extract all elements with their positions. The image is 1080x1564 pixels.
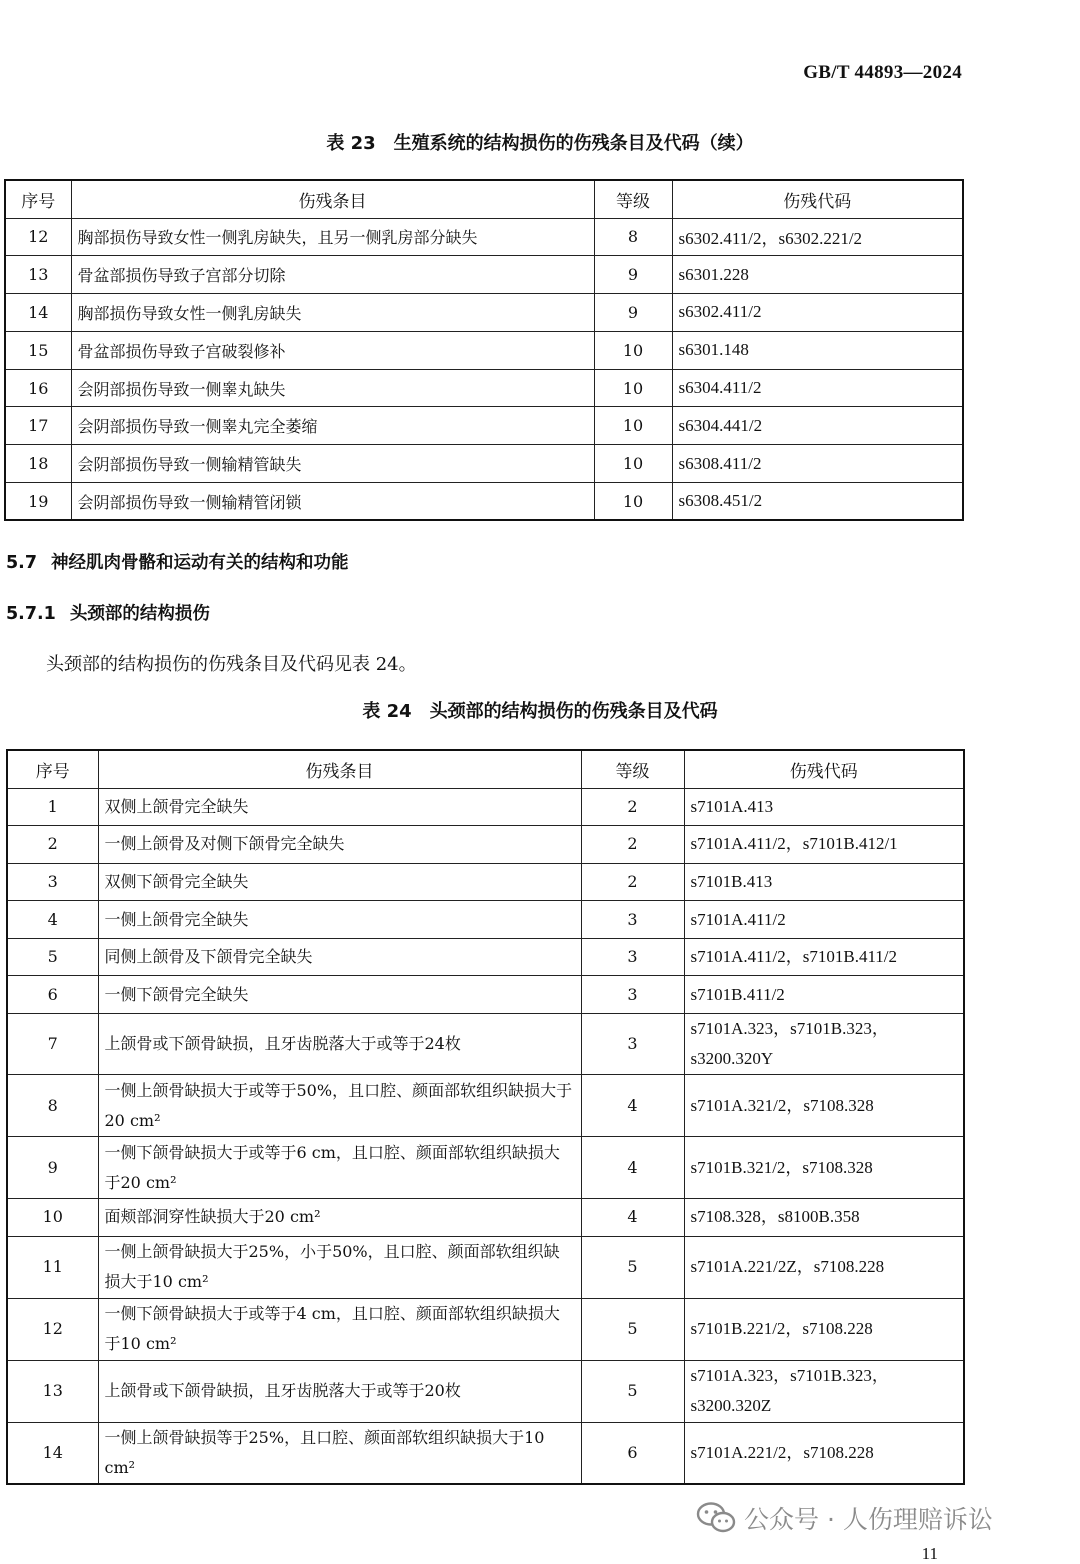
row-item: 一侧上颌骨完全缺失 [98,901,581,939]
row-code: s7101A.411/2，s7101B.411/2 [684,938,964,976]
table-row [7,1075,964,1137]
page-number: 11 [921,1544,938,1563]
row-code: s7101A.323，s7101B.323，s3200.320Z [684,1360,964,1422]
watermark-text: 公众号 · 人伤理赔诉讼 [744,1505,993,1534]
table-23-header-index: 序号 [5,180,71,218]
row-index: 16 [5,369,71,407]
row-grade: 5 [581,1298,684,1360]
table-row [5,256,963,294]
row-item: 会阴部损伤导致一侧输精管缺失 [71,445,594,483]
row-grade: 10 [594,407,672,445]
table-24-header-grade: 等级 [581,750,684,788]
table-row [5,331,963,369]
row-code: s6304.441/2 [672,407,963,445]
row-code: s7101A.413 [684,788,964,826]
watermark [696,1500,993,1536]
row-code: s7101B.321/2，s7108.328 [684,1137,964,1199]
row-item: 上颌骨或下颌骨缺损，且牙齿脱落大于或等于24枚 [98,1014,581,1075]
row-item: 上颌骨或下颌骨缺损，且牙齿脱落大于或等于20枚 [98,1360,581,1422]
section-title: 神经肌肉骨骼和运动有关的结构和功能 [51,553,349,573]
row-item: 面颊部洞穿性缺损大于20 cm² [98,1199,581,1237]
row-item: 会阴部损伤导致一侧输精管闭锁 [71,483,594,521]
row-item: 一侧上颌骨缺损大于25%，小于50%，且口腔、颜面部软组织缺损大于10 cm² [98,1236,581,1298]
row-code: s7108.328，s8100B.358 [684,1199,964,1237]
row-index: 19 [5,483,71,521]
row-item: 双侧下颌骨完全缺失 [98,863,581,901]
section-5-7-heading [6,549,349,574]
row-code: s7101A.411/2，s7101B.412/1 [684,826,964,864]
table-23-header-grade: 等级 [594,180,672,218]
row-code: s7101A.323，s7101B.323，s3200.320Y [684,1014,964,1075]
row-grade: 5 [581,1360,684,1422]
row-code: s7101A.321/2，s7108.328 [684,1075,964,1137]
row-grade: 9 [594,294,672,332]
row-grade: 3 [581,1014,684,1075]
table-24-header-index: 序号 [7,750,98,788]
row-code: s7101A.411/2 [684,901,964,939]
row-item: 会阴部损伤导致一侧睾丸缺失 [71,369,594,407]
row-index: 4 [7,901,98,939]
row-index: 13 [7,1360,98,1422]
row-grade: 5 [581,1236,684,1298]
table-row [7,976,964,1014]
wechat-icon [696,1501,736,1535]
row-item: 同侧上颌骨及下颌骨完全缺失 [98,938,581,976]
table-row [7,1014,964,1075]
row-index: 17 [5,407,71,445]
table-row [7,826,964,864]
section-number: 5.7.1 [6,604,56,624]
table-24-header-code: 伤残代码 [684,750,964,788]
row-index: 12 [5,218,71,256]
row-grade: 6 [581,1422,684,1484]
row-code: s6301.148 [672,331,963,369]
row-code: s7101A.221/2Z，s7108.228 [684,1236,964,1298]
row-grade: 3 [581,938,684,976]
row-item: 一侧下颌骨缺损大于或等于6 cm，且口腔、颜面部软组织缺损大于20 cm² [98,1137,581,1199]
row-index: 7 [7,1014,98,1075]
row-index: 6 [7,976,98,1014]
row-grade: 10 [594,369,672,407]
row-index: 3 [7,863,98,901]
row-grade: 9 [594,256,672,294]
table-row [7,1236,964,1298]
row-index: 1 [7,788,98,826]
row-code: s6308.411/2 [672,445,963,483]
table-row [7,901,964,939]
row-index: 14 [7,1422,98,1484]
row-grade: 3 [581,901,684,939]
row-code: s6302.411/2 [672,294,963,332]
row-index: 9 [7,1137,98,1199]
table-row [7,1422,964,1484]
row-code: s7101B.413 [684,863,964,901]
row-item: 一侧上颌骨及对侧下颌骨完全缺失 [98,826,581,864]
table-23-header-item: 伤残条目 [71,180,594,218]
row-item: 骨盆部损伤导致子宫部分切除 [71,256,594,294]
row-item: 胸部损伤导致女性一侧乳房缺失，且另一侧乳房部分缺失 [71,218,594,256]
row-code: s7101A.221/2，s7108.228 [684,1422,964,1484]
row-code: s6308.451/2 [672,483,963,521]
row-grade: 3 [581,976,684,1014]
row-index: 14 [5,294,71,332]
row-grade: 4 [581,1075,684,1137]
row-item: 一侧下颌骨缺损大于或等于4 cm，且口腔、颜面部软组织缺损大于10 cm² [98,1298,581,1360]
row-code: s6304.411/2 [672,369,963,407]
table-row [5,483,963,521]
row-item: 一侧上颌骨缺损大于或等于50%，且口腔、颜面部软组织缺损大于20 cm² [98,1075,581,1137]
row-item: 会阴部损伤导致一侧睾丸完全萎缩 [71,407,594,445]
table-row [5,407,963,445]
row-grade: 4 [581,1199,684,1237]
row-index: 8 [7,1075,98,1137]
row-index: 2 [7,826,98,864]
row-code: s7101B.411/2 [684,976,964,1014]
row-item: 胸部损伤导致女性一侧乳房缺失 [71,294,594,332]
row-index: 12 [7,1298,98,1360]
table-row [7,863,964,901]
body-paragraph: 头颈部的结构损伤的伤残条目及代码见表 24。 [46,654,417,675]
row-index: 10 [7,1199,98,1237]
table-row [7,1298,964,1360]
row-code: s7101B.221/2，s7108.228 [684,1298,964,1360]
table-24 [6,749,965,1485]
table-row [5,445,963,483]
row-grade: 4 [581,1137,684,1199]
row-grade: 8 [594,218,672,256]
standard-code: GB/T 44893—2024 [803,62,962,83]
table-row [5,369,963,407]
row-grade: 10 [594,483,672,521]
row-item: 双侧上颌骨完全缺失 [98,788,581,826]
table-row [7,788,964,826]
table-23-caption: 表 23 生殖系统的结构损伤的伤残条目及代码（续） [326,133,754,154]
row-index: 5 [7,938,98,976]
table-23 [4,179,964,521]
section-5-7-1-heading [6,600,210,625]
row-item: 一侧上颌骨缺损等于25%，且口腔、颜面部软组织缺损大于10 cm² [98,1422,581,1484]
table-row [7,938,964,976]
table-row [5,294,963,332]
table-24-header-item: 伤残条目 [98,750,581,788]
row-index: 15 [5,331,71,369]
table-row [7,1360,964,1422]
row-index: 11 [7,1236,98,1298]
table-24-caption: 表 24 头颈部的结构损伤的伤残条目及代码 [362,701,718,722]
row-grade: 10 [594,331,672,369]
table-row [7,1137,964,1199]
row-grade: 10 [594,445,672,483]
section-number: 5.7 [6,553,38,573]
row-grade: 2 [581,788,684,826]
row-index: 13 [5,256,71,294]
section-title: 头颈部的结构损伤 [69,604,210,624]
row-index: 18 [5,445,71,483]
row-item: 一侧下颌骨完全缺失 [98,976,581,1014]
table-row [7,1199,964,1237]
row-item: 骨盆部损伤导致子宫破裂修补 [71,331,594,369]
row-grade: 2 [581,863,684,901]
row-grade: 2 [581,826,684,864]
row-code: s6301.228 [672,256,963,294]
table-row [5,218,963,256]
row-code: s6302.411/2，s6302.221/2 [672,218,963,256]
table-23-header-code: 伤残代码 [672,180,963,218]
